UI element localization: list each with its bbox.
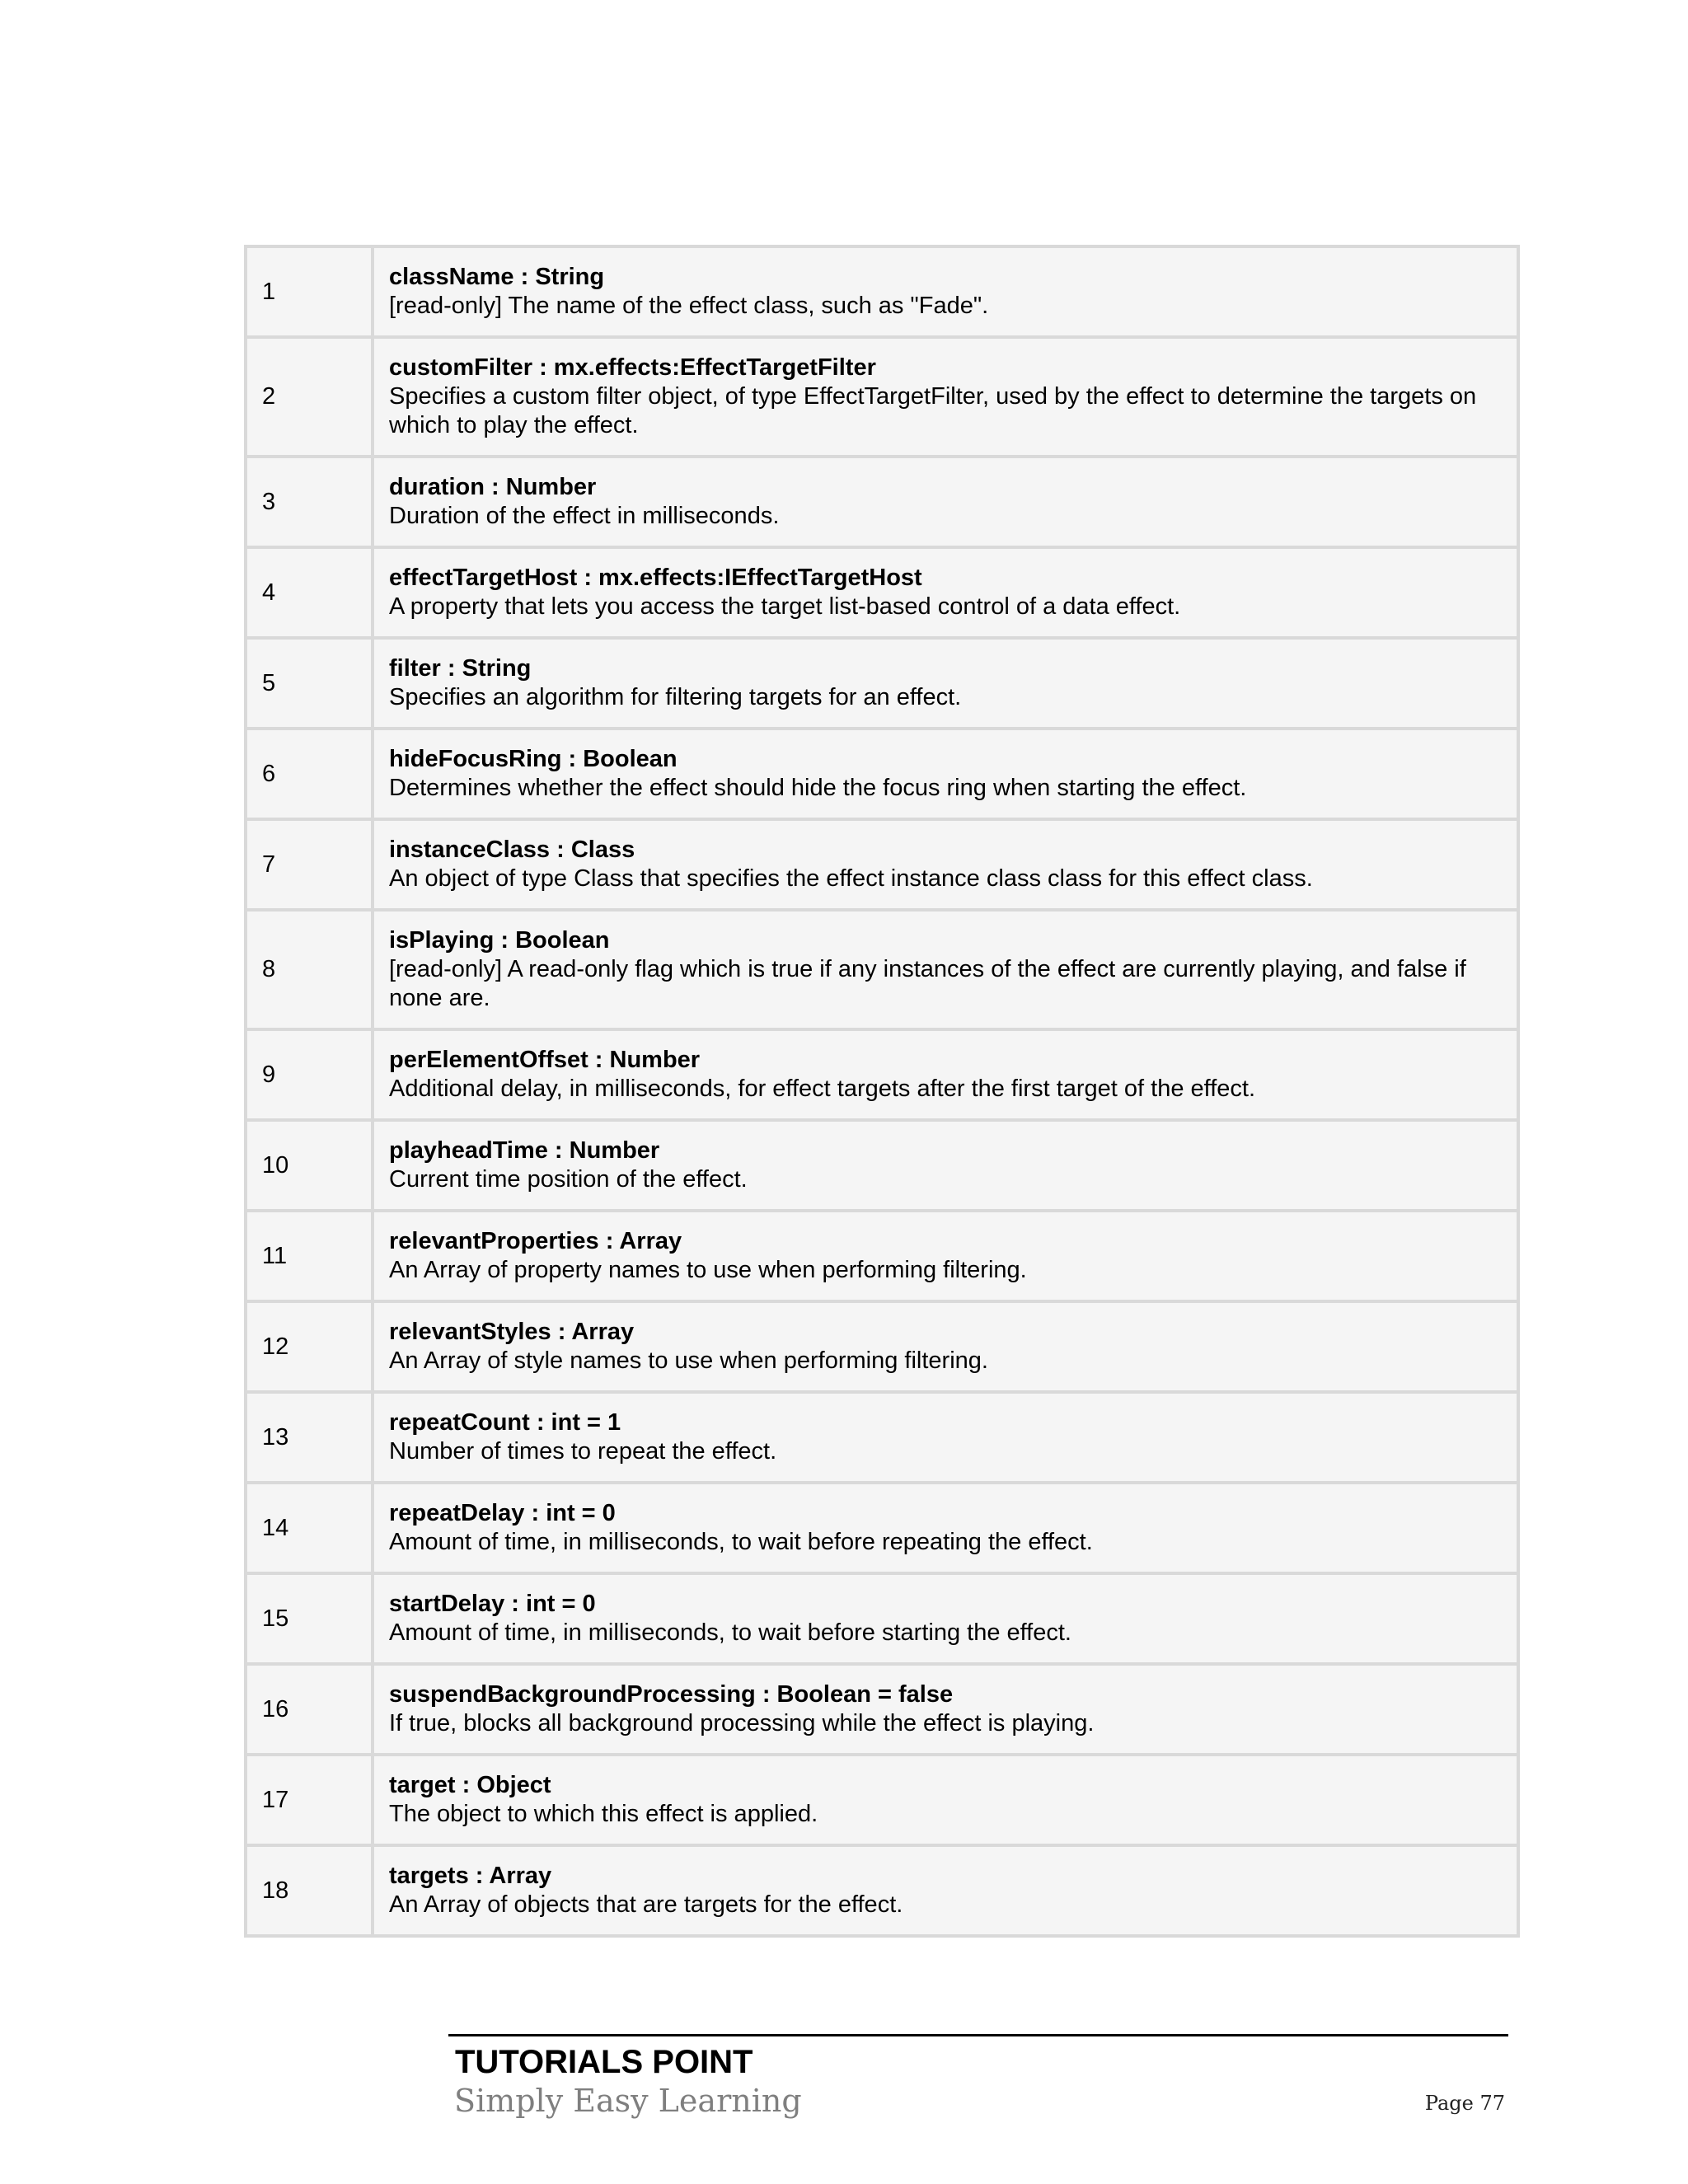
property-description: An Array of objects that are targets for the effect. <box>389 1891 903 1918</box>
property-name: effectTargetHost : mx.effects:IEffectTargetHost <box>389 565 922 591</box>
footer-divider <box>448 2034 1508 2036</box>
table-row <box>246 1755 1518 1845</box>
property-name: startDelay : int = 0 <box>389 1591 596 1617</box>
footer-tagline: Simply Easy Learning <box>454 2083 802 2119</box>
row-content <box>373 1392 1518 1483</box>
table-row <box>246 1664 1518 1755</box>
property-description: If true, blocks all background processing while the effect is playing. <box>389 1710 1095 1736</box>
row-content <box>373 819 1518 910</box>
property-description: Number of times to repeat the effect. <box>389 1438 777 1465</box>
table-row <box>246 729 1518 819</box>
row-number: 7 <box>246 819 373 910</box>
property-description: An Array of property names to use when performing filtering. <box>389 1257 1027 1283</box>
row-number: 16 <box>246 1664 373 1755</box>
table-row <box>246 457 1518 547</box>
property-description: Specifies a custom filter object, of type EffectTargetFilter, used by the effect to determine the targets on which to play the effect. <box>389 383 1477 438</box>
table-row <box>246 819 1518 910</box>
property-name: className : String <box>389 264 605 290</box>
row-number: 9 <box>246 1029 373 1120</box>
row-number: 6 <box>246 729 373 819</box>
property-name: repeatDelay : int = 0 <box>389 1500 616 1526</box>
row-content <box>373 910 1518 1029</box>
property-description: [read-only] The name of the effect class, such as "Fade". <box>389 293 989 319</box>
property-name: isPlaying : Boolean <box>389 927 610 954</box>
row-content <box>373 1301 1518 1392</box>
property-name: instanceClass : Class <box>389 837 635 863</box>
property-description: Duration of the effect in milliseconds. <box>389 503 780 529</box>
property-name: repeatCount : int = 1 <box>389 1409 621 1436</box>
row-content <box>373 1029 1518 1120</box>
table-row <box>246 1029 1518 1120</box>
footer-brand: TUTORIALS POINT <box>455 2044 753 2080</box>
row-number: 3 <box>246 457 373 547</box>
property-description: A property that lets you access the target list-based control of a data effect. <box>389 593 1181 620</box>
row-content <box>373 1664 1518 1755</box>
row-content <box>373 1755 1518 1845</box>
row-number: 10 <box>246 1120 373 1211</box>
row-content <box>373 1845 1518 1936</box>
table-row <box>246 337 1518 457</box>
property-name: hideFocusRing : Boolean <box>389 746 678 772</box>
row-number: 17 <box>246 1755 373 1845</box>
row-number: 8 <box>246 910 373 1029</box>
property-name: duration : Number <box>389 474 597 500</box>
property-name: relevantStyles : Array <box>389 1319 635 1345</box>
property-description: Additional delay, in milliseconds, for effect targets after the first target of the effect. <box>389 1076 1255 1102</box>
property-name: suspendBackgroundProcessing : Boolean = false <box>389 1681 954 1708</box>
property-name: customFilter : mx.effects:EffectTargetFilter <box>389 354 876 381</box>
property-description: Determines whether the effect should hide the focus ring when starting the effect. <box>389 775 1247 801</box>
row-number: 18 <box>246 1845 373 1936</box>
row-content <box>373 1211 1518 1301</box>
properties-table <box>244 245 1520 1938</box>
property-name: relevantProperties : Array <box>389 1228 682 1254</box>
row-content <box>373 638 1518 729</box>
property-description: [read-only] A read-only flag which is true if any instances of the effect are currently playing, and false if none are. <box>389 956 1466 1011</box>
row-number: 5 <box>246 638 373 729</box>
property-description: Amount of time, in milliseconds, to wait before starting the effect. <box>389 1619 1071 1646</box>
table-row <box>246 1120 1518 1211</box>
property-description: Current time position of the effect. <box>389 1166 748 1193</box>
table-row <box>246 910 1518 1029</box>
row-content <box>373 1483 1518 1573</box>
table-row <box>246 547 1518 638</box>
property-description: An Array of style names to use when performing filtering. <box>389 1347 988 1374</box>
row-content <box>373 337 1518 457</box>
page-number: Page 77 <box>1424 2092 1505 2115</box>
row-content <box>373 547 1518 638</box>
table-row <box>246 1845 1518 1936</box>
row-number: 2 <box>246 337 373 457</box>
row-number: 11 <box>246 1211 373 1301</box>
property-description: An object of type Class that specifies the effect instance class class for this effect class. <box>389 865 1313 892</box>
property-name: playheadTime : Number <box>389 1137 660 1164</box>
property-description: Amount of time, in milliseconds, to wait before repeating the effect. <box>389 1529 1093 1555</box>
row-content <box>373 457 1518 547</box>
property-name: perElementOffset : Number <box>389 1047 701 1073</box>
row-content <box>373 1120 1518 1211</box>
table-row <box>246 1573 1518 1664</box>
row-number: 4 <box>246 547 373 638</box>
row-number: 12 <box>246 1301 373 1392</box>
row-number: 13 <box>246 1392 373 1483</box>
property-description: The object to which this effect is applied. <box>389 1801 818 1827</box>
row-number: 1 <box>246 246 373 337</box>
row-content <box>373 1573 1518 1664</box>
property-name: target : Object <box>389 1772 551 1798</box>
row-number: 15 <box>246 1573 373 1664</box>
property-name: filter : String <box>389 655 532 682</box>
row-number: 14 <box>246 1483 373 1573</box>
table-row <box>246 1301 1518 1392</box>
table-row <box>246 1211 1518 1301</box>
row-content <box>373 246 1518 337</box>
row-content <box>373 729 1518 819</box>
table-row <box>246 246 1518 337</box>
table-row <box>246 1392 1518 1483</box>
property-name: targets : Array <box>389 1863 552 1889</box>
table-row <box>246 1483 1518 1573</box>
table-row <box>246 638 1518 729</box>
property-description: Specifies an algorithm for filtering targets for an effect. <box>389 684 962 710</box>
